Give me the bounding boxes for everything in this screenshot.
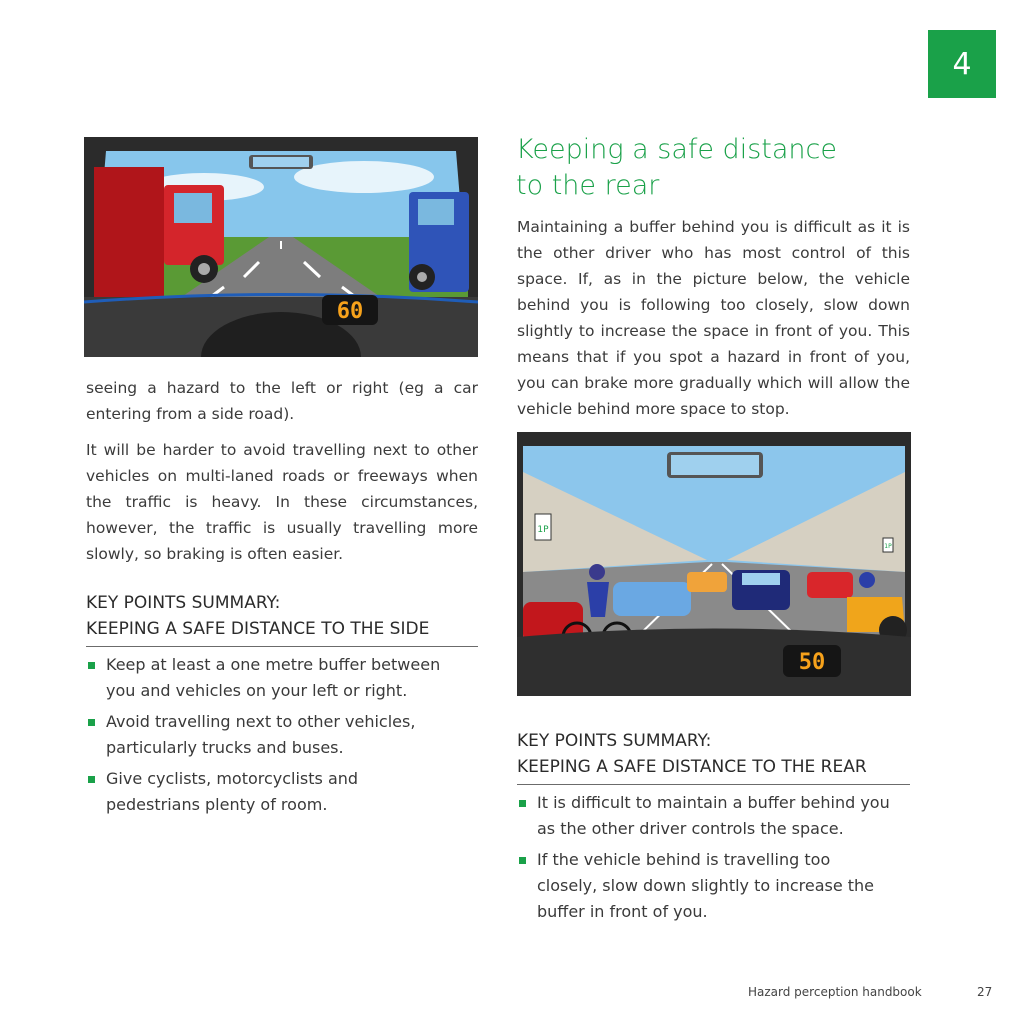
list-item: Give cyclists, motorcyclists and pedestrians plenty of room. (86, 766, 456, 818)
bullet-icon (88, 662, 95, 669)
side-distance-illustration (84, 137, 478, 357)
kp-side-heading-line2: KEEPING A SAFE DISTANCE TO THE SIDE (86, 619, 430, 639)
section-title (516, 132, 916, 204)
kp-side-heading-line1: KEY POINTS SUMMARY: (86, 593, 281, 613)
key-points-rear-list (517, 790, 892, 930)
chapter-tab: 4 (928, 30, 996, 98)
bullet-icon (88, 776, 95, 783)
section-title-line2: to the rear (516, 170, 660, 201)
bullet-icon (519, 857, 526, 864)
bullet-icon (88, 719, 95, 726)
list-item: Avoid travelling next to other vehicles, particularly trucks and buses. (86, 709, 456, 761)
footer-title: Hazard perception handbook (748, 985, 922, 999)
traffic-paragraph: It will be harder to avoid travelling next to other vehicles on multi-laned roads or freeways when the traffic is heavy. In these circumstances, however, the traffic is usually travelling more slowly, so braking is often easier. (86, 441, 478, 563)
key-points-rear-heading (517, 728, 910, 785)
continued-paragraph: seeing a hazard to the left or right (eg a car entering from a side road). (86, 379, 478, 423)
key-points-side-heading (86, 590, 478, 647)
speed-display-60: 60 (336, 299, 364, 324)
left-text (86, 375, 478, 577)
kp-rear-heading-line1: KEY POINTS SUMMARY: (517, 731, 712, 751)
key-points-side-list (86, 652, 456, 823)
page-number: 27 (977, 985, 993, 999)
rear-paragraph: Maintaining a buffer behind you is difficult as it is the other driver who has most control of this space. If, as in the picture below, the vehicle behind you is following too closely, slow down slightly to increase the space in front of you. This means that if you spot a hazard in front of you, you can brake more gradually which will allow the vehicle behind more space to stop. (517, 218, 910, 418)
list-item: If the vehicle behind is travelling too closely, slow down slightly to increase the buffer in front of you. (517, 847, 892, 925)
parking-sign-left: 1P (537, 525, 549, 535)
rear-distance-illustration (517, 432, 911, 696)
list-item: It is difficult to maintain a buffer behind you as the other driver controls the space. (517, 790, 892, 842)
section-title-line1: Keeping a safe distance (516, 134, 837, 165)
list-item: Keep at least a one metre buffer between you and vehicles on your left or right. (86, 652, 456, 704)
speed-display-50: 50 (798, 650, 826, 675)
bullet-icon (519, 800, 526, 807)
kp-rear-heading-line2: KEEPING A SAFE DISTANCE TO THE REAR (517, 757, 867, 777)
parking-sign-right: 1P (884, 543, 892, 550)
